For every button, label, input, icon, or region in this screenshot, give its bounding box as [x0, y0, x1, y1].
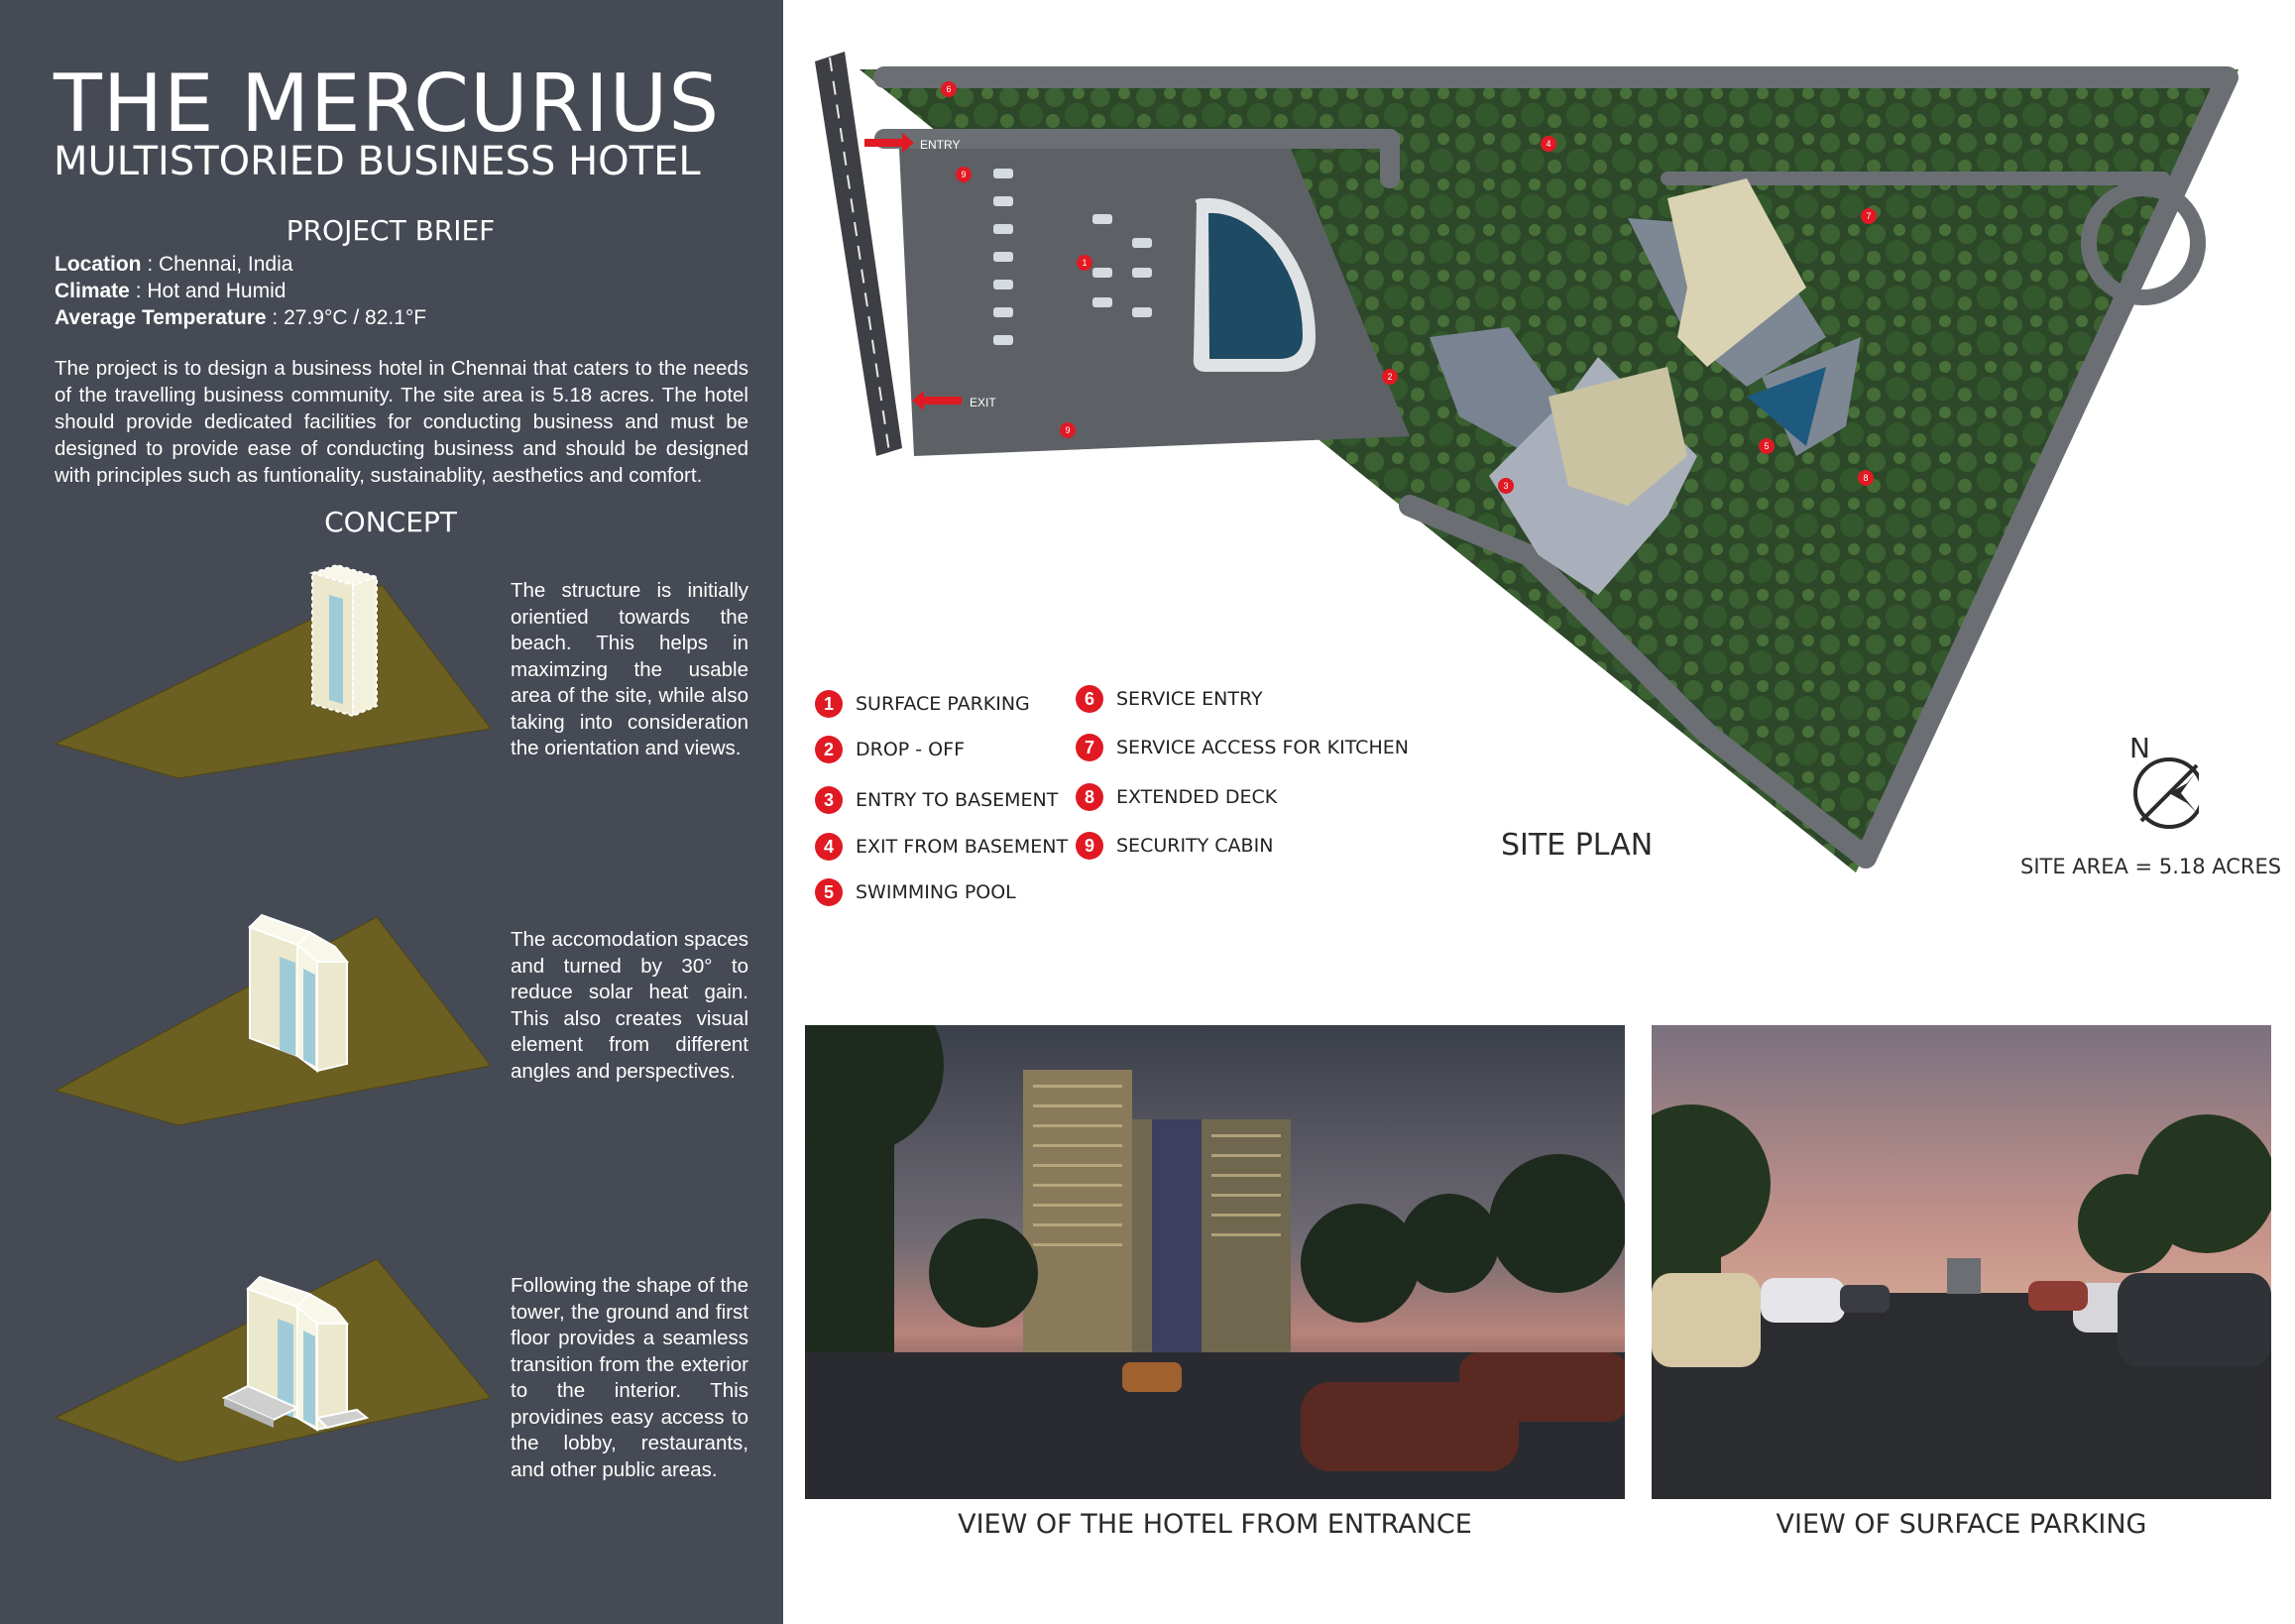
legend-item-drop-off: [815, 733, 1068, 766]
location-label: Location: [55, 253, 142, 276]
project-subtitle: MULTISTORIED BUSINESS HOTEL: [54, 139, 701, 184]
legend-item-swimming-pool: [815, 875, 1068, 909]
svg-text:5: 5: [1764, 441, 1770, 451]
main-road: [815, 52, 902, 456]
hotel-entrance-view-image: [805, 1025, 1625, 1499]
svg-text:3: 3: [1503, 481, 1509, 491]
svg-text:6: 6: [946, 84, 952, 94]
svg-text:4: 4: [1546, 139, 1551, 149]
marker-9a: [956, 167, 972, 182]
project-description: The project is to design a business hotel in Chennai that caters to the needs of the travelling business community. The site area is 5.18 acres. The hotel should provide dedicated facilities for conducting business and must be designed to provide ease of conducting business and should be designed with principles such as funtionality, sustainablity, aesthetics and comfort.: [55, 357, 748, 487]
legend-column-2: [1076, 682, 1409, 863]
legend-label: SERVICE ENTRY: [1116, 688, 1263, 710]
concept-diagram-1: [50, 555, 496, 793]
concept-text-2: The accomodation spaces and turned by 30° to reduce solar heat gain. This also creates visual element from different angles and perspectives.: [511, 928, 748, 1083]
legend-item-security-cabin: [1076, 829, 1409, 863]
svg-text:7: 7: [1866, 211, 1872, 221]
marker-8: [1858, 470, 1874, 486]
temperature-value: : 27.9°C / 82.1°F: [266, 306, 427, 329]
legend-badge: 8: [1076, 783, 1103, 811]
parking-view-caption: VIEW OF SURFACE PARKING: [1776, 1509, 2147, 1540]
legend-label: SECURITY CABIN: [1116, 835, 1274, 857]
svg-text:9: 9: [1065, 425, 1071, 435]
marker-5: [1759, 438, 1775, 454]
legend-label: SURFACE PARKING: [856, 693, 1030, 715]
svg-text:8: 8: [1863, 473, 1869, 483]
legend-label: SERVICE ACCESS FOR KITCHEN: [1116, 737, 1409, 758]
marker-3: [1498, 478, 1514, 494]
marker-7: [1861, 208, 1877, 224]
marker-4: [1541, 136, 1556, 152]
exit-label: EXIT: [970, 396, 996, 409]
legend-label: SWIMMING POOL: [856, 881, 1016, 903]
legend-badge: 3: [815, 786, 843, 814]
site-area-label: SITE AREA = 5.18 ACRES: [2020, 855, 2282, 878]
legend-item-service-entry: [1076, 682, 1409, 716]
north-arrow-icon: [2129, 734, 2199, 833]
concept-text-3: Following the shape of the tower, the ground and first floor provides a seamless transition from the exterior to the interior. This providines easy access to the lobby, restaurants, and other public areas.: [511, 1274, 748, 1481]
climate-line: [55, 280, 286, 303]
concept-text-1: The structure is initially orientied towards the beach. This helps in maximzing the usable area of the site, while also taking into consideration the orientation and views.: [511, 579, 748, 759]
location-line: [55, 253, 292, 277]
legend-badge: 9: [1076, 832, 1103, 860]
north-label: N: [2129, 734, 2150, 764]
legend-badge: 1: [815, 690, 843, 718]
entrance-view-caption: VIEW OF THE HOTEL FROM ENTRANCE: [958, 1509, 1472, 1540]
legend-badge: 5: [815, 878, 843, 906]
temperature-line: [55, 306, 426, 330]
site-plan-title: SITE PLAN: [1501, 828, 1654, 863]
legend-label: EXIT FROM BASEMENT: [856, 836, 1069, 858]
legend-item-exit-from-basement: [815, 830, 1068, 864]
legend-item-service-access-kitchen: [1076, 731, 1409, 764]
project-title: THE MERCURIUS: [54, 58, 721, 150]
svg-text:9: 9: [961, 170, 967, 179]
marker-6: [941, 81, 957, 97]
entry-label: ENTRY: [920, 138, 961, 152]
legend-item-surface-parking: [815, 687, 1068, 721]
legend-item-entry-to-basement: [815, 783, 1068, 817]
marker-2: [1382, 369, 1398, 385]
svg-text:2: 2: [1387, 372, 1393, 382]
project-brief-heading: PROJECT BRIEF: [286, 214, 496, 247]
legend-badge: 4: [815, 833, 843, 861]
concept-diagram-2: [50, 907, 496, 1145]
temperature-label: Average Temperature: [55, 306, 267, 329]
surface-parking-view-image: [1652, 1025, 2271, 1499]
legend-badge: 2: [815, 736, 843, 763]
concept-diagram-3: [50, 1259, 496, 1487]
legend-badge: 7: [1076, 734, 1103, 761]
left-panel: [0, 0, 783, 1624]
climate-label: Climate: [55, 280, 130, 302]
climate-value: : Hot and Humid: [129, 280, 287, 302]
legend-label: EXTENDED DECK: [1116, 786, 1278, 808]
concept-heading: CONCEPT: [324, 506, 457, 538]
legend-badge: 6: [1076, 685, 1103, 713]
legend-label: ENTRY TO BASEMENT: [856, 789, 1059, 811]
location-value: : Chennai, India: [141, 253, 293, 276]
marker-9b: [1060, 422, 1076, 438]
marker-1: [1077, 255, 1092, 271]
legend-column-1: [815, 687, 1068, 909]
svg-text:1: 1: [1082, 258, 1088, 268]
legend-item-extended-deck: [1076, 780, 1409, 814]
legend-label: DROP - OFF: [856, 739, 965, 760]
